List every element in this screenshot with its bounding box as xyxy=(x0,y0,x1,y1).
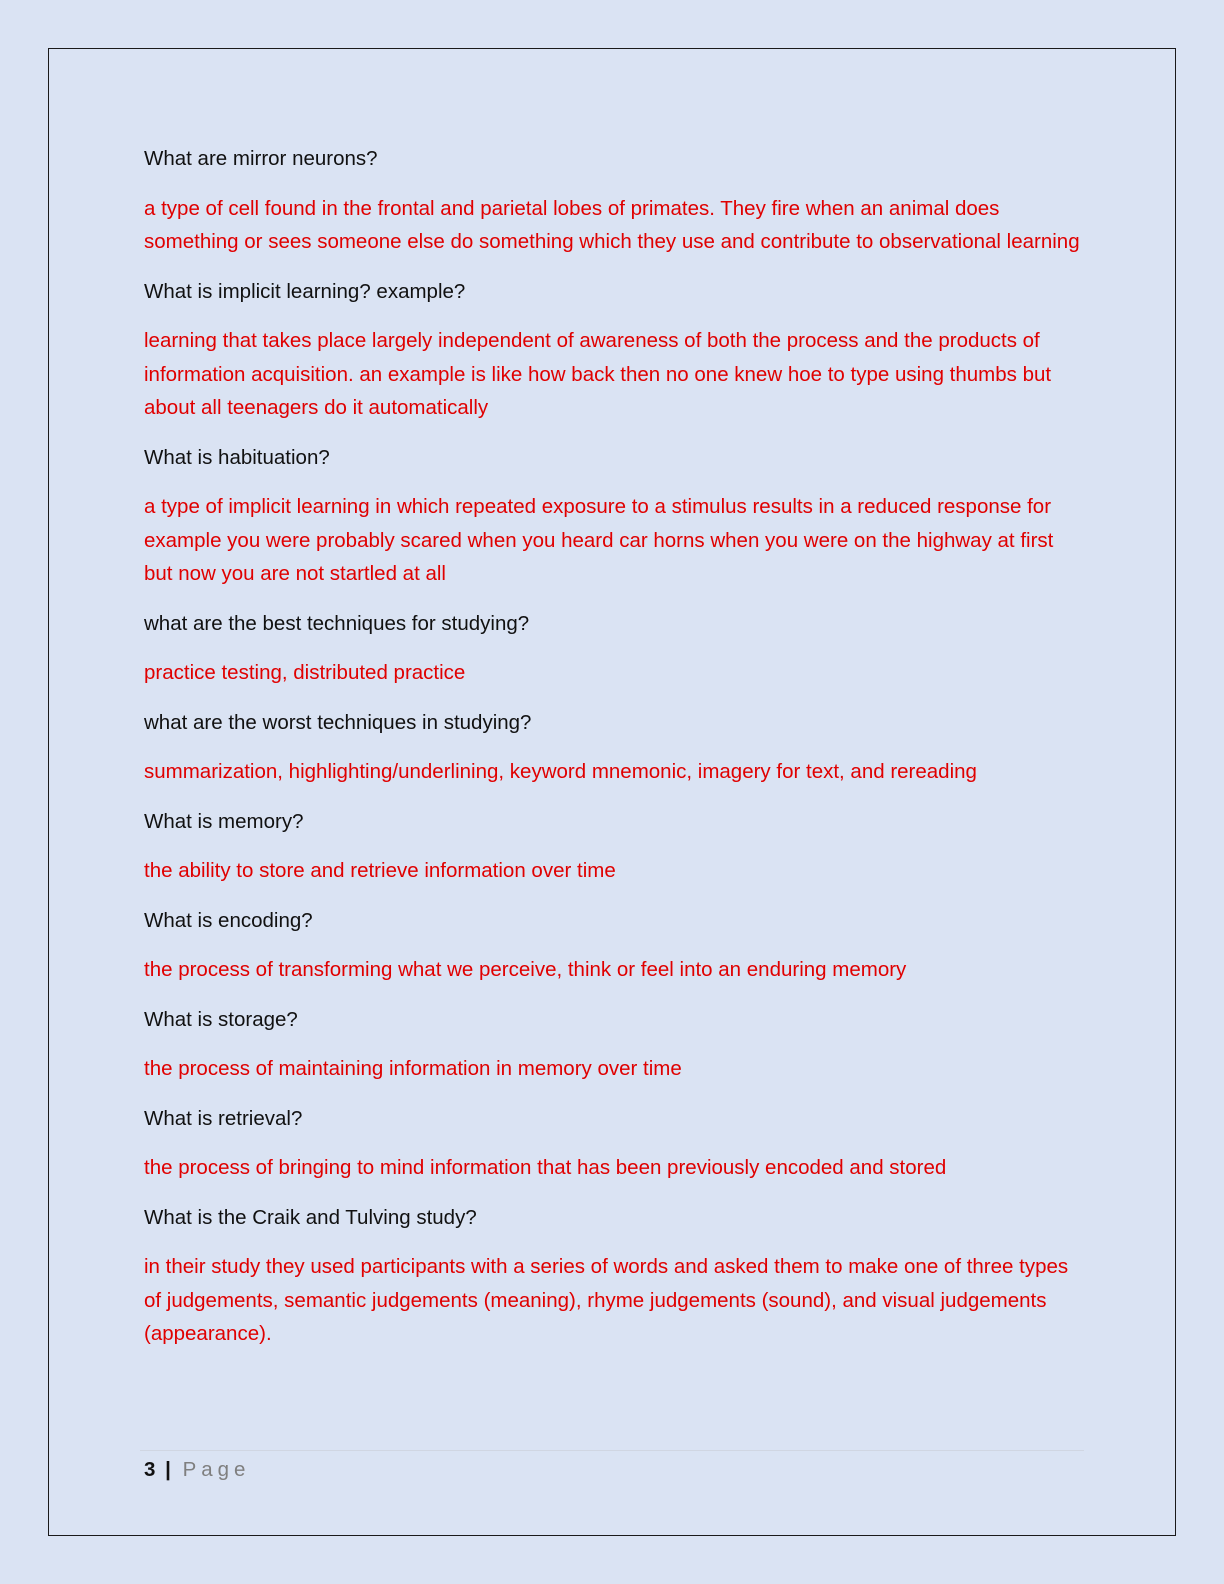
answer-text: practice testing, distributed practice xyxy=(144,661,466,684)
footer-separator: | xyxy=(165,1458,171,1481)
answer-text: in their study they used participants with a series of words and asked them to make one of three types of judgements, semantic judgements (meaning), rhyme judgements (sound), and visual judgements (appearance). xyxy=(144,1255,1069,1345)
qa-item xyxy=(144,441,1084,591)
qa-item xyxy=(144,706,1084,789)
qa-item xyxy=(144,1102,1084,1185)
question-text: what are the worst techniques in studying? xyxy=(144,710,532,734)
qa-item xyxy=(144,1201,1084,1351)
question-text: What is memory? xyxy=(144,809,304,833)
footer-divider xyxy=(140,1450,1084,1451)
qa-item xyxy=(144,1003,1084,1086)
answer-text: a type of cell found in the frontal and parietal lobes of primates. They fire when an animal does something or sees someone else do something which they use and contribute to observational learning xyxy=(144,196,1080,253)
question-text: What is retrieval? xyxy=(144,1106,303,1130)
question-text: What is habituation? xyxy=(144,445,330,469)
answer-text: the process of bringing to mind information that has been previously encoded and stored xyxy=(144,1156,947,1179)
question-text: What is storage? xyxy=(144,1007,298,1031)
qa-item xyxy=(144,805,1084,888)
answer-text: the process of transforming what we perceive, think or feel into an enduring memory xyxy=(144,958,907,981)
question-text: What is encoding? xyxy=(144,908,313,932)
qa-item xyxy=(144,904,1084,987)
page-footer xyxy=(144,1456,250,1484)
answer-text: the ability to store and retrieve information over time xyxy=(144,859,616,882)
qa-item xyxy=(144,607,1084,690)
page-number: 3 xyxy=(144,1458,156,1481)
question-text: what are the best techniques for studying? xyxy=(144,611,530,635)
question-text: What is the Craik and Tulving study? xyxy=(144,1205,477,1229)
document-body xyxy=(144,142,1084,1367)
answer-text: summarization, highlighting/underlining, keyword mnemonic, imagery for text, and rereading xyxy=(144,760,977,783)
answer-text: the process of maintaining information in memory over time xyxy=(144,1057,682,1080)
answer-text: learning that takes place largely independent of awareness of both the process and the products of information acquisition. an example is like how back then no one knew hoe to type using thumbs but about all teenagers do it automatically xyxy=(144,329,1052,419)
qa-item xyxy=(144,142,1084,259)
question-text: What are mirror neurons? xyxy=(144,147,378,170)
qa-item xyxy=(144,275,1084,425)
answer-text: a type of implicit learning in which repeated exposure to a stimulus results in a reduced response for example you were probably scared when you heard car horns when you were on the highway at first but now you are not startled at all xyxy=(144,495,1054,585)
question-text: What is implicit learning? example? xyxy=(144,279,466,303)
page-label: Page xyxy=(182,1458,251,1481)
